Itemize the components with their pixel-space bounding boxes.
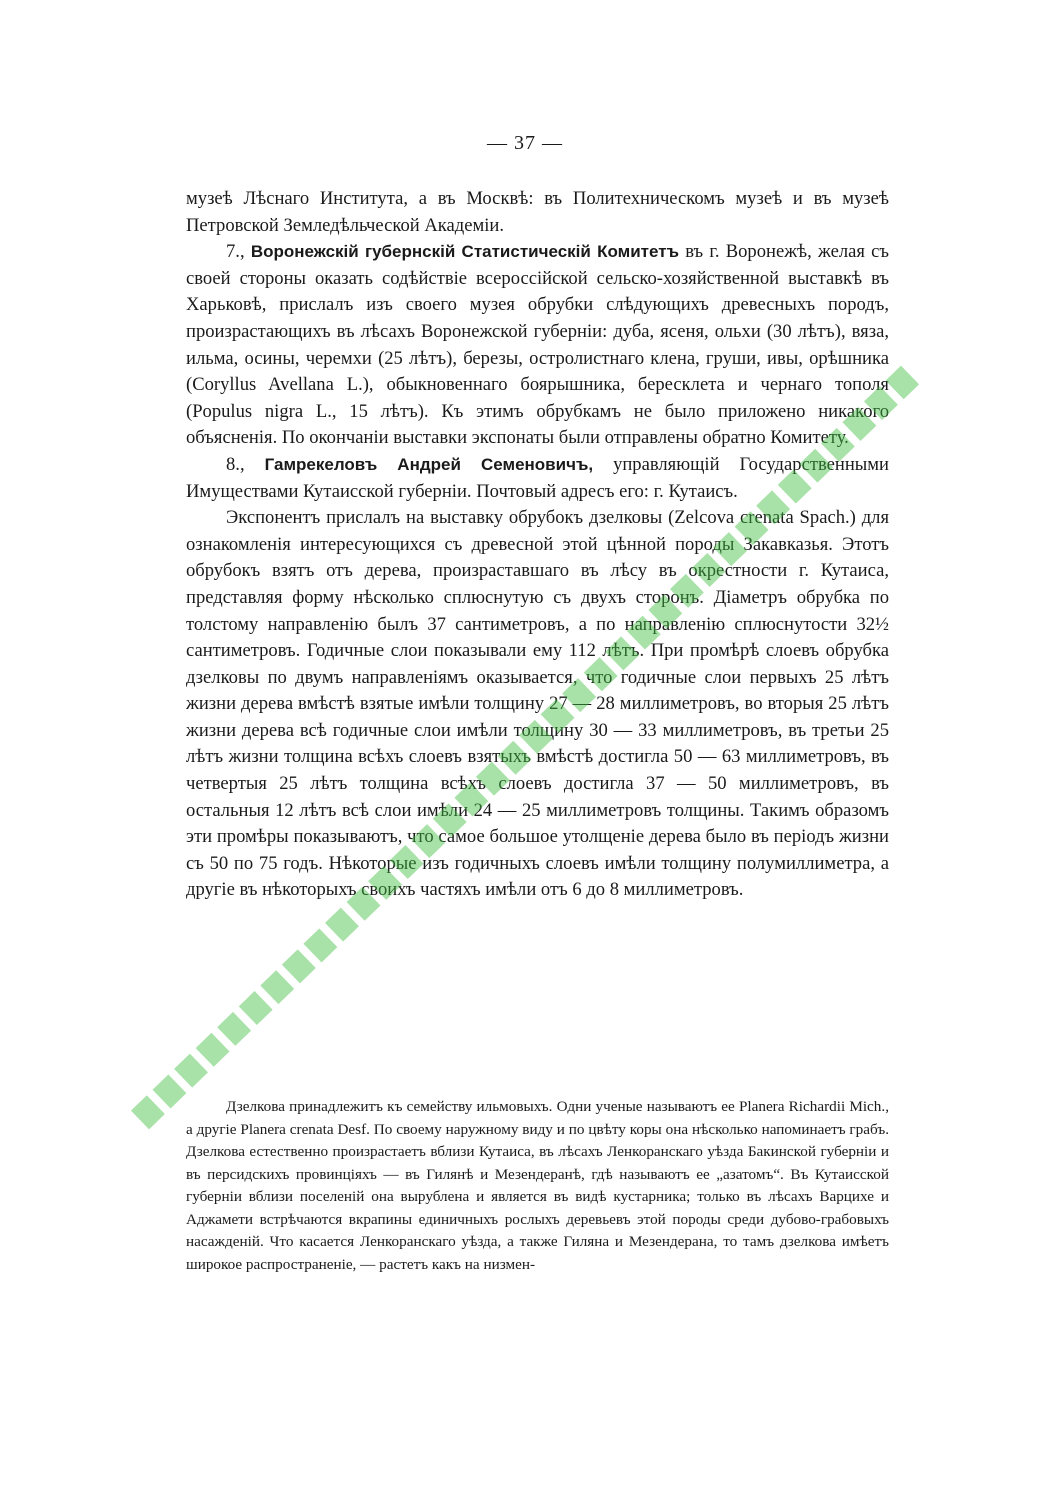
entry-7-number: 7., (226, 241, 245, 263)
entry-8-text: управляющій Государственными Имуществами Кутаисской губерніи. Почтовый адресъ его: г. Кутаисъ. (186, 453, 889, 502)
entry-7-name: Воронежскій губернскій Статистическій Комитетъ (250, 242, 679, 262)
entry-8-name: Гамрекеловъ Андрей Семеновичъ, (264, 454, 594, 474)
page-number: — 37 — (487, 132, 563, 154)
footnote-paragraph: Дзелкова принадлежитъ къ семейству ильмовыхъ. Одни ученые называютъ ее Planera Richardii Mich., а другіе Planera crenata Desf. По своему наружному виду и по цвѣту коры она нѣсколько напоминаетъ грабъ. Дзелкова естественно произрастаетъ вблизи Кутаиса, въ лѣсахъ Ленкоранскаго уѣзда Бакинской губерніи и въ персидскихъ провинціяхъ — въ Гилянѣ и Мезендеранѣ, гдѣ называютъ ее „азатомъ“. Въ Кутаисской губерніи вблизи поселеній она вырублена и является въ видѣ кустарника; только въ лѣсахъ Варцихе и Аджамети встрѣчаются вкрапины единичныхъ рослыхъ деревьевъ этой породы среди дубово-грабовыхъ насажденій. Что касается Ленкоранскаго уѣзда, а также Гиляна и Мезендерана, то тамъ дзелкова имѣетъ широкое распространеніе, — растетъ какъ на низмен- (186, 1098, 889, 1273)
footnote (186, 1096, 889, 1276)
main-text (186, 186, 889, 904)
entry-8-number: 8., (226, 453, 245, 475)
intro-paragraph: музеѣ Лѣснаго Института, а въ Москвѣ: въ Политехническомъ музеѣ и въ музеѣ Петровской Земледѣльческой Академіи. (186, 188, 889, 236)
entry-7-text: въ г. Воронежѣ, желая съ своей стороны оказать содѣйствіе всероссійской сельско-хозяйственной выставкѣ въ Харьковѣ, прислалъ изъ своего музея обрубки слѣдующихъ древесныхъ породъ, произрастающихъ въ лѣсахъ Воронежской губерніи: дуба, ясеня, ольхи (30 лѣтъ), вяза, ильма, осины, черемхи (25 лѣтъ), березы, остролистнаго клена, груши, ивы, орѣшника (Coryllus Avellana L.), обыкновеннаго боярышника, бересклета и чернаго тополя (Populus nigra L., 15 лѣтъ). Къ этимъ обрубкамъ не было приложено никакого объясненія. По окончаніи выставки экспонаты были отправлены обратно Комитету. (186, 241, 890, 449)
exponent-paragraph: Экспонентъ прислалъ на выставку обрубокъ дзелковы (Zelcova crenata Spach.) для ознакомленія интересующихся съ древесной этой цѣнной породы Закавказья. Этотъ обрубокъ взятъ отъ дерева, произраставшаго въ лѣсу въ окрестности г. Кутаиса, представляя форму нѣсколько сплюснутую съ двухъ сторонъ. Діаметръ обрубка по толстому направленію былъ 37 сантиметровъ, а по направленію сплюснутости 32½ сантиметровъ. Годичные слои показывали ему 112 лѣтъ. При промѣрѣ слоевъ обрубка дзелковы по двумъ направленіямъ оказывается, что годичные слои первыхъ 25 лѣтъ жизни дерева вмѣстѣ взятые имѣли толщину 27 — 28 миллиметровъ, во вторыя 25 лѣтъ жизни дерева всѣ годичные слои имѣли толщину 30 — 33 миллиметровъ, въ третьи 25 лѣтъ жизни толщина всѣхъ слоевъ взятыхъ вмѣстѣ достигла 50 — 63 миллиметровъ, въ четвертыя 25 лѣтъ толщина всѣхъ слоевъ достигла 37 — 50 миллиметровъ, въ остальныя 12 лѣтъ всѣ слои имѣли 24 — 25 миллиметровъ толщины. Такимъ образомъ эти промѣры показываютъ, что самое большое утолщеніе дерева было въ періодъ жизни съ 50 по 75 годъ. Нѣкоторые изъ годичныхъ слоевъ имѣли толщину полумиллиметра, а другіе въ нѣкоторыхъ своихъ частяхъ имѣли отъ 6 до 8 миллиметровъ. (186, 507, 889, 901)
entry-8-paragraph (186, 452, 889, 505)
entry-7-paragraph (186, 239, 889, 452)
